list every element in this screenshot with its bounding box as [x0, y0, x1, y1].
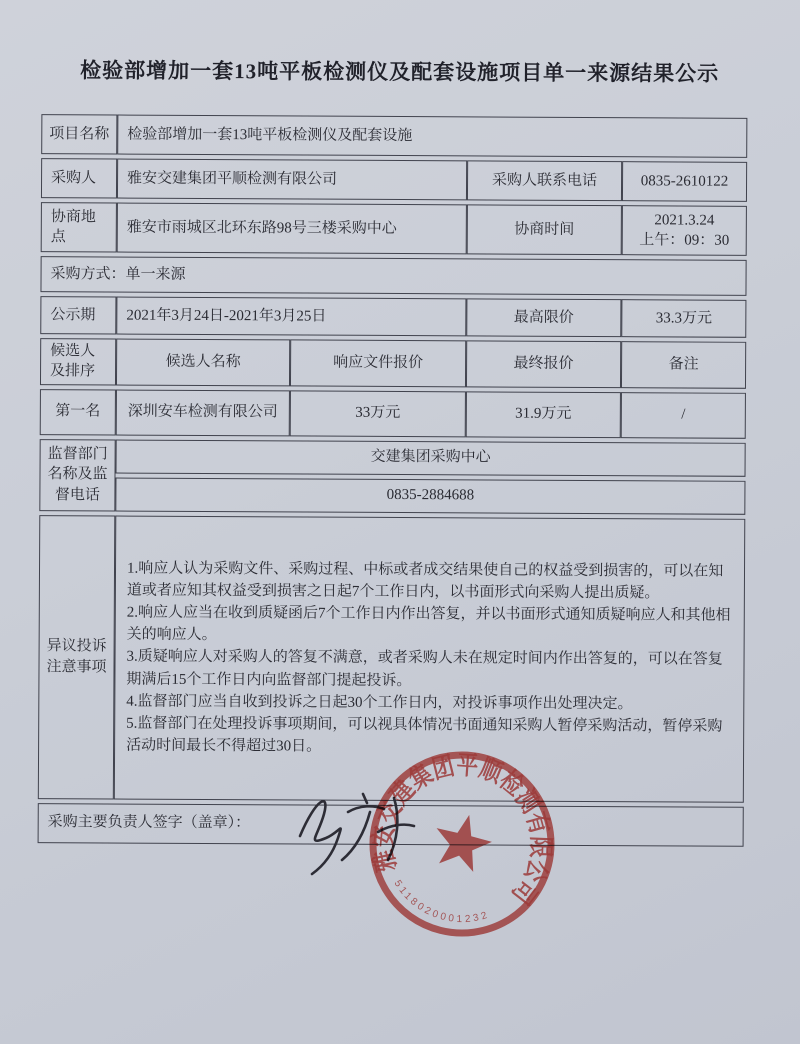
candidate-remark: /	[621, 392, 746, 439]
max-price-label: 最高限价	[466, 298, 621, 337]
candidate-rank: 第一名	[40, 389, 116, 435]
method-line: 采购方式：单一来源	[40, 256, 746, 296]
table-row	[40, 439, 746, 477]
candidate-doc-quote: 33万元	[290, 390, 466, 437]
supervision-label: 监督部门名称及监督电话	[39, 439, 115, 511]
remark-header: 备注	[621, 341, 746, 388]
max-price-value: 33.3万元	[621, 299, 746, 338]
candidate-rank-header: 候选人及排序	[40, 338, 116, 385]
seal-number-text: 5118020001232	[391, 878, 492, 926]
supervision-name: 交建集团采购中心	[116, 439, 746, 476]
complaint-item: 3.质疑响应人对采购人的答复不满意，或者采购人未在规定时间内作出答复的，可以在答复期满后15个工作日内向监督部门提起投诉。	[126, 648, 723, 689]
complaint-item: 4.监督部门应当自收到投诉之日起30个工作日内，对投诉事项作出处理决定。	[126, 693, 633, 713]
venue-value: 雅安市雨城区北环东路98号三楼采购中心	[117, 203, 467, 255]
table-row	[41, 202, 747, 256]
complaint-item: 5.监督部门在处理投诉事项期间，可以视具体情况书面通知采购人暂停采购活动，暂停采购活动时间最长不得超过30日。	[126, 715, 723, 755]
candidate-name: 深圳安车检测有限公司	[116, 389, 290, 436]
seal-star-icon	[428, 808, 496, 874]
time-label: 协商时间	[467, 204, 622, 255]
complaint-item: 1.响应人认为采购文件、采购过程、中标或者成交结果使自己的权益受到损害的，可以在知道或者应知其权益受到损害之日起7个工作日内，以书面形式向采购人提出质疑。	[126, 560, 724, 602]
signature-label: 采购主要负责人签字（盖章）：	[38, 803, 744, 847]
purchaser-phone-label: 采购人联系电话	[467, 160, 622, 201]
doc-quote-header: 响应文件报价	[290, 339, 466, 386]
seal-company-text: 雅安交建集团平顺检测有限公司	[367, 750, 556, 913]
project-name-label: 项目名称	[41, 114, 117, 154]
complaint-label: 异议投诉注意事项	[38, 515, 115, 799]
purchaser-label: 采购人	[41, 158, 117, 198]
purchaser-phone-value: 0835-2610122	[622, 161, 747, 202]
table-row	[41, 158, 747, 202]
candidate-name-header: 候选人名称	[116, 339, 290, 386]
page-title: 检验部增加一套13吨平板检测仪及配套设施项目单一来源结果公示	[80, 58, 720, 86]
table-header-row	[40, 338, 746, 388]
time-value: 2021.3.24 上午：09：30	[622, 205, 747, 256]
candidate-final-quote: 31.9万元	[466, 391, 621, 438]
venue-label: 协商地点	[41, 202, 117, 252]
table-row	[40, 296, 746, 338]
table-row	[41, 114, 747, 158]
final-quote-header: 最终报价	[466, 340, 621, 387]
candidate-row	[40, 389, 746, 439]
table-row	[40, 256, 746, 296]
publicity-label: 公示期	[40, 296, 116, 334]
publicity-value: 2021年3月24日-2021年3月25日	[116, 297, 466, 337]
complaint-item: 2.响应人应当在收到质疑函后7个工作日内作出答复，并以书面形式通知质疑响应人和其他相关的响应人。	[126, 604, 731, 644]
project-name-value: 检验部增加一套13吨平板检测仪及配套设施	[117, 115, 747, 158]
table-row	[39, 477, 745, 515]
supervision-phone: 0835-2884688	[115, 477, 745, 514]
purchaser-value: 雅安交建集团平顺检测有限公司	[117, 159, 467, 201]
